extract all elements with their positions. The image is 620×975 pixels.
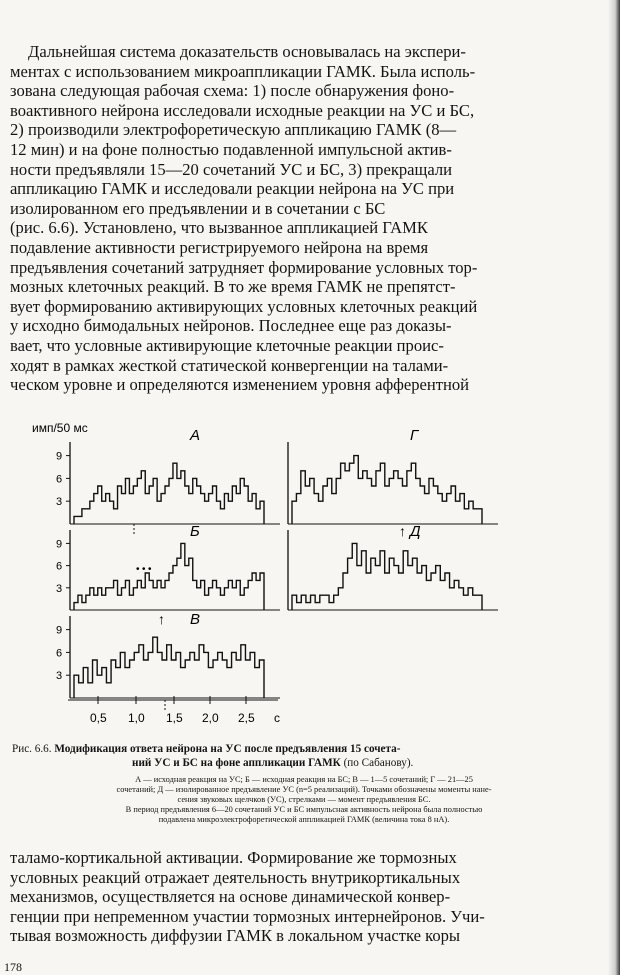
stimulus-dot: • <box>136 564 140 575</box>
text-line: зована следующая рабочая схема: 1) после обнаружения фоно- <box>10 81 455 101</box>
caption-label: Рис. 6.6. <box>12 743 52 755</box>
legend-line: сения звуковых щелчков (УС), стрелками — момент предъявления БС. <box>177 795 431 804</box>
y-tick-label: 3 <box>56 496 63 509</box>
text-line: подавление активности регистрируемого нейрона на время <box>10 237 429 257</box>
text-line: мозных клеточных реакций. В то же время ГАМК не препятст- <box>10 277 456 297</box>
panel-letter: Г <box>410 427 419 444</box>
paragraph-bottom <box>10 848 562 946</box>
legend-line: сочетаний; Д — изолированное предъявление УС (n=5 реализаций). Точками обозначены моменты нане- <box>116 785 492 794</box>
text-line: условных реакций отражает деятельность внутрикортикальных <box>10 867 461 887</box>
text-line: 2) производили электрофоретическую аппликацию ГАМК (8— <box>10 120 457 140</box>
figure-histograms <box>30 418 590 738</box>
figure-caption <box>12 742 582 770</box>
y-tick-label: 6 <box>56 560 63 573</box>
text-line: аппликацию ГАМК и исследовали реакции нейрона на УС при <box>10 179 455 199</box>
y-tick-label: 9 <box>56 624 63 637</box>
x-tick-label: 2,5 <box>238 711 255 725</box>
text-line: вает, что условные активирующие клеточные реакции проис- <box>10 335 444 355</box>
text-line: генции при непременном участии тормозных интернейронов. Учи- <box>10 906 485 926</box>
text-line: воактивного нейрона исследовали исходные реакции на УС и БС, <box>10 100 475 120</box>
text-line: механизмов, осуществляется на основе динамической конвер- <box>10 887 451 907</box>
histogram-series <box>292 543 482 610</box>
x-axis <box>68 696 280 725</box>
panel-letter: Б <box>190 523 200 540</box>
text-line: тывая возможность диффузии ГАМК в локальном участке коры <box>10 926 461 946</box>
y-tick-label: 3 <box>56 670 63 683</box>
text-line: ческом уровне и определяются изменением уровня афферентной <box>10 375 470 395</box>
bs-arrow: ↑ <box>158 611 165 627</box>
text-line: у исходно бимодальных нейронов. Последнее еще раз доказы- <box>10 316 452 336</box>
paragraph-top <box>10 42 562 395</box>
panels-group <box>56 427 498 738</box>
caption-author: (по Сабанову). <box>343 757 414 769</box>
bs-arrow: ↑ <box>399 523 406 539</box>
histogram-series <box>74 637 264 698</box>
stimulus-dot: • <box>148 564 152 575</box>
y-tick-label: 3 <box>56 582 63 595</box>
histogram-series <box>74 463 264 524</box>
histogram-series <box>74 543 264 610</box>
text-line: изолированном его предъявлении и в сочетании с БС <box>10 198 386 218</box>
y-tick-label: 6 <box>56 647 63 660</box>
text-line: ности предъявляли 15—20 сочетаний УС и БС, 3) прекращали <box>10 159 452 179</box>
text-line: ходят в рамках жесткой статической конвергенции на талами- <box>10 355 449 375</box>
caption-title-2: ний УС и БС на фоне аппликации ГАМК <box>132 757 341 769</box>
legend-line: А — исходная реакция на УС; Б — исходная реакция на БС; В — 1—5 сочетаний; Г — 21—25 <box>135 775 473 784</box>
panel-letter: В <box>190 611 201 628</box>
page-number: 178 <box>4 960 22 974</box>
x-tick-label: 1,5 <box>166 711 183 725</box>
histogram-series <box>292 456 482 524</box>
text-line: предъявления сочетаний затрудняет формирование условных тор- <box>10 257 478 277</box>
x-tick-label: 2,0 <box>202 711 219 725</box>
text-line: ментах с использованием микроаппликации ГАМК. Была исполь- <box>10 61 476 81</box>
y-tick-label: 9 <box>56 450 63 463</box>
y-tick-label: 6 <box>56 473 63 486</box>
x-tick-label: 1,0 <box>128 711 145 725</box>
y-tick-label: 9 <box>56 538 63 551</box>
x-unit-label: c <box>274 711 280 725</box>
text-line: (рис. 6.6). Установлено, что вызванное аппликацией ГАМК <box>10 218 428 238</box>
stimulus-dot: • <box>142 564 146 575</box>
text-line: таламо-кортикальной активации. Формирование же тормозных <box>10 848 457 867</box>
panel-letter: А <box>190 427 201 444</box>
text-line: 12 мин) и на фоне полностью подавленной импульсной актив- <box>10 139 452 159</box>
y-axis-label: имп/50 мс <box>32 421 88 435</box>
caption-legend <box>24 775 584 825</box>
page-edge <box>608 0 620 975</box>
text-line: вует формированию активирующих условных клеточных реакций <box>10 296 478 316</box>
legend-line: В период предъявления 6—20 сочетаний УС и БС импульсная активность нейрона была полностью <box>125 805 483 814</box>
panel-letter: Д <box>410 523 421 540</box>
legend-line: подавлена микроэлектрофоретической аппликацией ГАМК (величина тока 8 нА). <box>158 815 450 824</box>
text-line: Дальнейшая система доказательств основывалась на экспери- <box>28 42 466 61</box>
x-tick-label: 0,5 <box>90 711 107 725</box>
caption-title: Модификация ответа нейрона на УС после предъявления 15 сочета- <box>54 743 401 755</box>
